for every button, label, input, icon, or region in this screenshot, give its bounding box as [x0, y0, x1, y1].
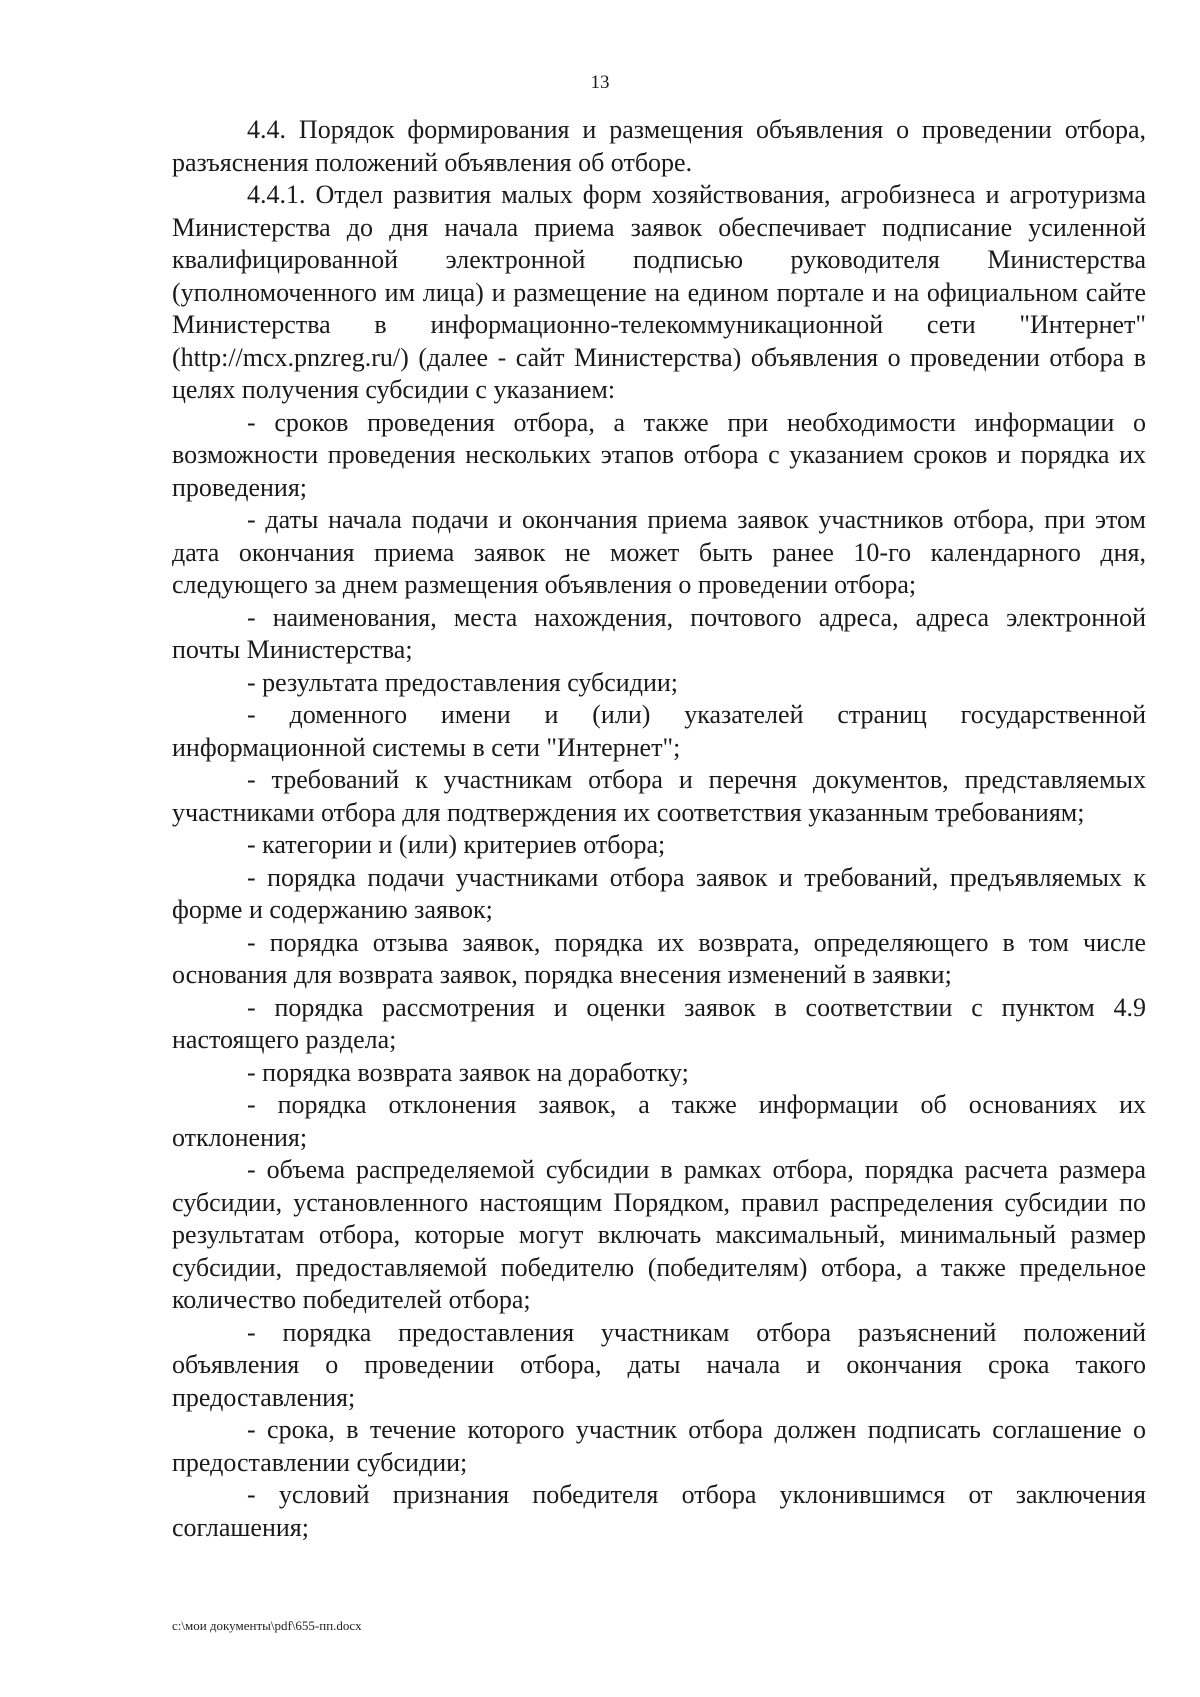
paragraph-4-4: 4.4. Порядок формирования и размещения объявления о проведении отбора, разъяснения положений объявления об отборе. [172, 115, 1146, 177]
footer-file-path: c:\мои документы\pdf\655-пп.docx [172, 1618, 362, 1633]
list-item: - порядка предоставления участникам отбора разъяснений положений объявления о проведении отбора, даты начала и окончания срока такого предоставления; [172, 1317, 1146, 1412]
list-item: - порядка возврата заявок на доработку; [247, 1057, 689, 1087]
list-item: - даты начала подачи и окончания приема заявок участников отбора, при этом дата окончания приема заявок не может быть ранее 10-го календарного дня, следующего за днем размещения объявления о проведении отбора; [172, 505, 1146, 599]
paragraph-4-4-1: 4.4.1. Отдел развития малых форм хозяйствования, агробизнеса и агротуризма Министерства до дня начала приема заявок обеспечивает подписание усиленной квалифицированной электронной подписью руководителя Министерства (уполномоченного им лица) и размещение на едином портале и на официальном сайте Министерства в информационно-телекоммуникационной сети "Интернет" (http://mcx.pnzreg.ru/) (далее - сайт Министерства) объявления о проведении отбора в целях получения субсидии с указанием: [172, 180, 1146, 404]
list-item: - объема распределяемой субсидии в рамках отбора, порядка расчета размера субсидии, установленного настоящим Порядком, правил распределения субсидии по результатам отбора, которые могут включать максимальный, минимальный размер субсидии, предоставляемой победителю (победителям) отбора, а также предельное количество победителей отбора; [172, 1155, 1146, 1314]
list-item: - категории и (или) критериев отбора; [247, 830, 666, 859]
list-item: - наименования, места нахождения, почтового адреса, адреса электронной почты Министерства; [172, 602, 1146, 664]
list-item: - условий признания победителя отбора уклонившимся от заключения соглашения; [172, 1480, 1146, 1542]
list-item: - доменного имени и (или) указателей страниц государственной информационной системы в сети "Интернет"; [172, 700, 1146, 762]
list-item: - порядка рассмотрения и оценки заявок в соответствии с пунктом 4.9 настоящего раздела; [172, 992, 1146, 1054]
list-item: - срока, в течение которого участник отбора должен подписать соглашение о предоставлении субсидии; [172, 1415, 1146, 1477]
page-number: 13 [590, 72, 610, 93]
document-body [172, 114, 1146, 1544]
list-item: - сроков проведения отбора, а также при необходимости информации о возможности проведения нескольких этапов отбора с указанием сроков и порядка их проведения; [172, 407, 1146, 502]
list-item: - порядка отклонения заявок, а также информации об основаниях их отклонения; [172, 1090, 1146, 1152]
list-item: - результата предоставления субсидии; [247, 667, 679, 697]
list-item: - требований к участникам отбора и перечня документов, представляемых участниками отбора для подтверждения их соответствия указанным требованиям; [172, 765, 1146, 827]
list-item: - порядка подачи участниками отбора заявок и требований, предъявляемых к форме и содержанию заявок; [172, 862, 1146, 924]
list-item: - порядка отзыва заявок, порядка их возврата, определяющего в том числе основания для возврата заявок, порядка внесения изменений в заявки; [172, 927, 1146, 989]
